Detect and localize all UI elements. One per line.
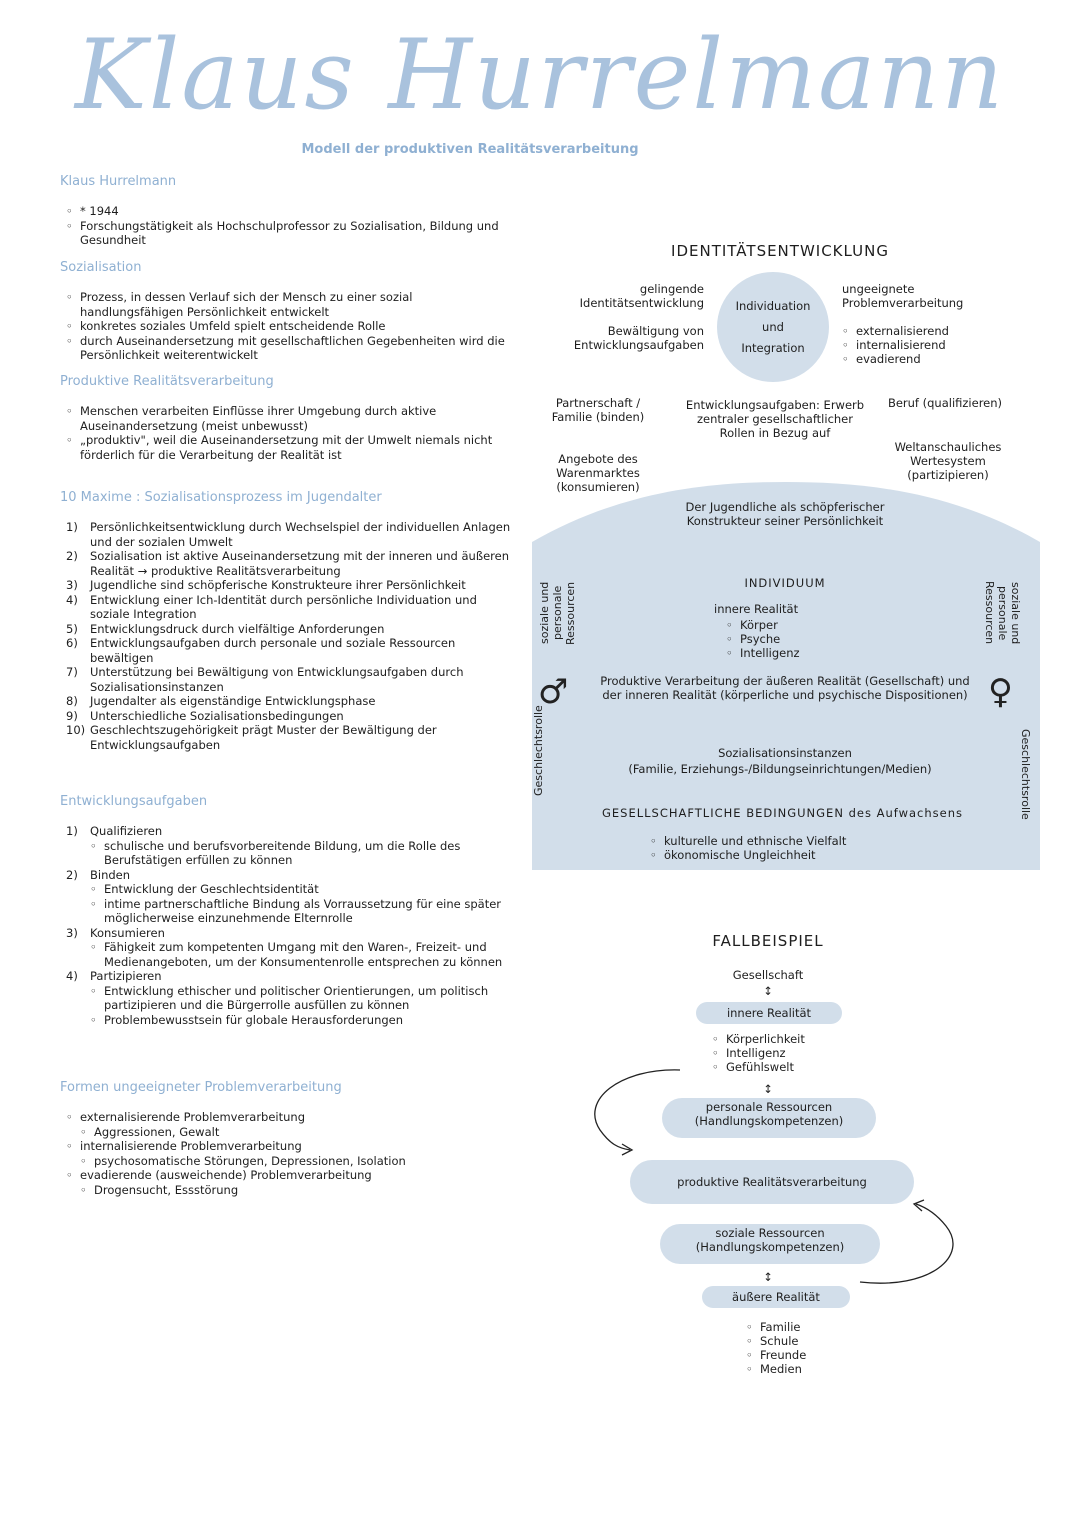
list-item: 9) Unterschiedliche Sozialisationsbedingungen: [66, 708, 344, 723]
produktive-list: [66, 404, 521, 462]
inner-reality-list: ◦ Körper ◦ Psyche ◦ Intelligenz: [726, 618, 866, 660]
left-gender-role-label: Geschlechtsrolle: [532, 705, 545, 796]
list-item: ◦ internalisierende Problemverarbeitung ◦ psychosomatische Störungen, Depressionen, Isolation: [66, 1139, 506, 1168]
inner-reality-label: innere Realität: [714, 602, 799, 616]
list-item: 1) Persönlichkeitsentwicklung durch Wechselspiel der individuellen Anlagen und der sozialen Umwelt: [66, 520, 511, 549]
fall-arrow-2: ↕: [763, 1082, 773, 1096]
problemverarbeitung-list: [66, 1110, 506, 1197]
conditions-list: ◦ kulturelle und ethnische Vielfalt ◦ ökonomische Ungleichheit: [650, 834, 950, 862]
identity-circle-text: Individuation und Integration: [735, 299, 811, 355]
list-item: ◦ Forschungstätigkeit als Hochschulprofessor zu Sozialisation, Bildung und Gesundheit: [66, 219, 516, 248]
fall-personal-resources: personale Ressourcen (Handlungskompetenzen): [662, 1098, 876, 1138]
list-item: 4) Entwicklung einer Ich-Identität durch persönliche Individuation und soziale Integration: [66, 592, 477, 621]
productive-processing: Produktive Verarbeitung der äußeren Realität (Gesellschaft) und der inneren Realität (körperliche und psychische Dispositionen): [600, 674, 970, 702]
list-item: 5) Entwicklungsdruck durch vielfältige Anforderungen: [66, 621, 385, 636]
biography-list: [66, 204, 516, 248]
diagram-right-top: ungeeignete Problemverarbeitung: [842, 282, 964, 310]
fall-social-resources: soziale Ressourcen (Handlungskompetenzen): [660, 1224, 880, 1264]
diagram-heading: IDENTITÄTSENTWICKLUNG: [671, 242, 889, 260]
right-gender-role-label: Geschlechtsrolle: [1019, 728, 1032, 820]
diagram-right-list: ◦ externalisierend ◦ internalisierend ◦ evadierend: [842, 324, 1022, 366]
task-beruf: Beruf (qualifizieren): [887, 396, 1003, 410]
list-item: ◦ „produktiv", weil die Auseinandersetzung mit der Umwelt niemals nicht förderlich für die Verarbeitung der Realität ist: [66, 433, 521, 462]
instances-detail: (Familie, Erziehungs-/Bildungseinrichtungen/Medien): [628, 762, 932, 776]
task-partnerschaft: Partnerschaft / Familie (binden): [551, 396, 645, 424]
section-heading-sozialisation: Sozialisation: [60, 260, 142, 275]
diagram-left-top: gelingende Identitätsentwicklung: [579, 282, 704, 310]
fall-outer-reality: äußere Realität: [702, 1286, 850, 1308]
list-item: 10) Geschlechtszugehörigkeit prägt Muster der Bewältigung der Entwicklungsaufgaben: [66, 723, 437, 752]
maxime-list: [60, 520, 520, 752]
list-item: ◦ durch Auseinandersetzung mit gesellschaftlichen Gegebenheiten wird die Persönlichkeit weiterentwickelt: [66, 334, 506, 363]
fall-heading: FALLBEISPIEL: [712, 932, 824, 950]
section-heading-produktive: Produktive Realitätsverarbeitung: [60, 374, 274, 389]
individuum-label: INDIVIDUUM: [744, 576, 826, 590]
list-item: ◦ konkretes soziales Umfeld spielt entscheidende Rolle: [66, 319, 506, 334]
instances-label: Sozialisationsinstanzen: [718, 746, 852, 760]
list-item: 4) Partizipieren ◦ Entwicklung ethischer und politischer Orientierungen, um politisch partizipieren und die Bürgerrolle ausfüllen zu können ◦ Problembewusstsein für globale Herausforderungen: [60, 969, 530, 1027]
fall-arrow-1: ↕: [763, 984, 773, 998]
fall-inner-list: ◦ Körperlichkeit ◦ Intelligenz ◦ Gefühlswelt: [712, 1032, 872, 1074]
fall-arrow-3: ↕: [763, 1270, 773, 1284]
section-heading-biography: Klaus Hurrelmann: [60, 174, 177, 189]
male-symbol: ♂: [538, 672, 569, 712]
left-resources-label: soziale und personale Ressourcen: [538, 581, 577, 645]
conditions-label: GESELLSCHAFTLICHE BEDINGUNGEN des Aufwachsens: [601, 806, 964, 820]
fall-productive: produktive Realitätsverarbeitung: [630, 1160, 914, 1204]
list-item: 1) Qualifizieren ◦ schulische und berufsvorbereitende Bildung, um die Rolle des Berufstätigen erfüllen zu können: [60, 824, 530, 868]
list-item: 3) Jugendliche sind schöpferische Konstrukteure ihrer Persönlichkeit: [66, 578, 466, 592]
list-item: ◦ * 1944: [66, 204, 516, 219]
section-heading-maxime: 10 Maxime : Sozialisationsprozess im Jugendalter: [60, 490, 382, 505]
fall-inner-reality: innere Realität: [696, 1002, 842, 1024]
list-item: ◦ evadierende (ausweichende) Problemverarbeitung ◦ Drogensucht, Essstörung: [66, 1168, 506, 1197]
list-item: ◦ Menschen verarbeiten Einflüsse ihrer Umgebung durch aktive Auseinandersetzung (meist unbewusst): [66, 404, 521, 433]
list-item: ◦ externalisierende Problemverarbeitung ◦ Aggressionen, Gewalt: [66, 1110, 506, 1139]
list-item: 6) Entwicklungsaufgaben durch personale und soziale Ressourcen bewältigen: [66, 636, 456, 665]
right-resources-label: soziale und personale Ressourcen: [983, 581, 1022, 645]
task-center: Entwicklungsaufgaben: Erwerb zentraler gesellschaftlicher Rollen in Bezug auf: [685, 398, 865, 440]
diagram-left-bottom: Bewältigung von Entwicklungsaufgaben: [573, 324, 704, 352]
arrow-curve-left: [580, 1060, 700, 1160]
page-subtitle: Modell der produktiven Realitätsverarbeitung: [301, 142, 639, 157]
list-item: 8) Jugendalter als eigenständige Entwicklungsphase: [66, 694, 376, 708]
list-item: 7) Unterstützung bei Bewältigung von Entwicklungsaufgaben durch Sozialisationsinstanzen: [66, 665, 464, 694]
section-heading-entwicklungsaufgaben: Entwicklungsaufgaben: [60, 794, 208, 809]
list-item: 2) Sozialisation ist aktive Auseinandersetzung mit der inneren und äußeren Realität → produktive Realitätsverarbeitung: [66, 549, 510, 578]
fall-society: Gesellschaft: [732, 968, 804, 982]
list-item: 3) Konsumieren ◦ Fähigkeit zum kompetenten Umgang mit den Waren-, Freizeit- und Medienangeboten, um der Konsumentenrolle entsprechen zu können: [60, 926, 530, 970]
task-wertesystem: Weltanschauliches Wertesystem (partizipieren): [894, 440, 1002, 482]
fall-outer-list: ◦ Familie ◦ Schule ◦ Freunde ◦ Medien: [746, 1320, 886, 1376]
task-konsum: Angebote des Warenmarktes (konsumieren): [556, 452, 640, 494]
list-item: 2) Binden ◦ Entwicklung der Geschlechtsidentität ◦ intime partnerschaftliche Bindung als Vorraussetzung für eine später möglicherweise einzunehmende Elternrolle: [60, 868, 530, 926]
section-heading-problemverarbeitung: Formen ungeeigneter Problemverarbeitung: [60, 1080, 342, 1095]
female-symbol: ♀: [988, 672, 1013, 712]
list-item: ◦ Prozess, in dessen Verlauf sich der Mensch zu einer sozial handlungsfähigen Persönlichkeit entwickelt: [66, 290, 506, 319]
dome-text: Der Jugendliche als schöpferischer Konstrukteur seiner Persönlichkeit: [685, 500, 885, 528]
sozialisation-list: [66, 290, 506, 363]
entwicklungsaufgaben-list: [60, 824, 530, 1027]
page-title: Klaus Hurrelmann: [74, 19, 1006, 131]
